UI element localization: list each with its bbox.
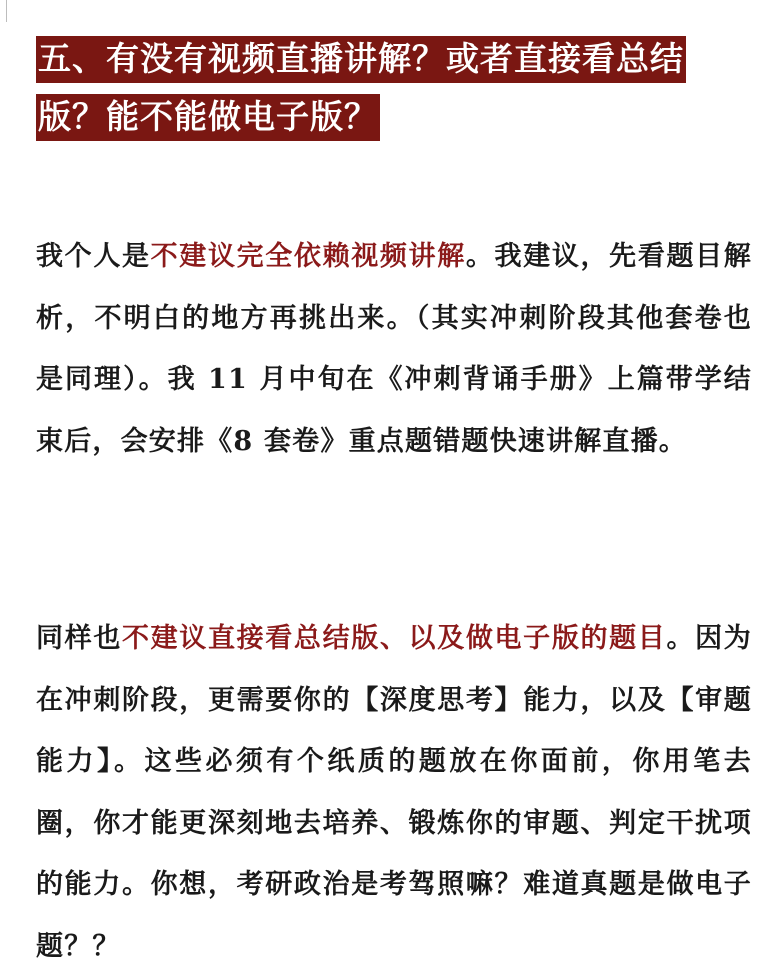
paragraph1-rest: 。我建议，先看题目解析，不明白的地方再挑出来。（其实冲刺阶段其他套卷也是同理）。我 11 月中旬在《冲刺背诵手册》上篇带学结束后，会安排《8 套卷》重点题错题快速讲解直播。 — [36, 241, 752, 457]
paragraph-summary-electronic — [36, 608, 752, 977]
paragraph2-rest: 。因为在冲刺阶段，更需要你的【深度思考】能力，以及【审题能力】。这些必须有个纸质的题放在你面前，你用笔去圈，你才能更深刻地去培养、锻炼你的审题、判定干扰项的能力。你想，考研政治是考驾照嘛？难道真题是做电子题？？ — [36, 623, 752, 962]
paragraph1-lead: 我个人是 — [36, 241, 151, 272]
page-corner-mark — [0, 0, 7, 22]
paragraph2-emphasis: 不建议直接看总结版、以及做电子版的题目 — [121, 623, 667, 654]
paragraph2-lead: 同样也 — [36, 623, 122, 654]
section-heading — [36, 30, 742, 146]
heading-text: 五、有没有视频直播讲解？或者直接看总结版？能不能做电子版？ — [36, 36, 686, 141]
paragraph1-emphasis: 不建议完全依赖视频讲解 — [150, 241, 466, 272]
paragraph-video-explanation — [36, 226, 752, 472]
